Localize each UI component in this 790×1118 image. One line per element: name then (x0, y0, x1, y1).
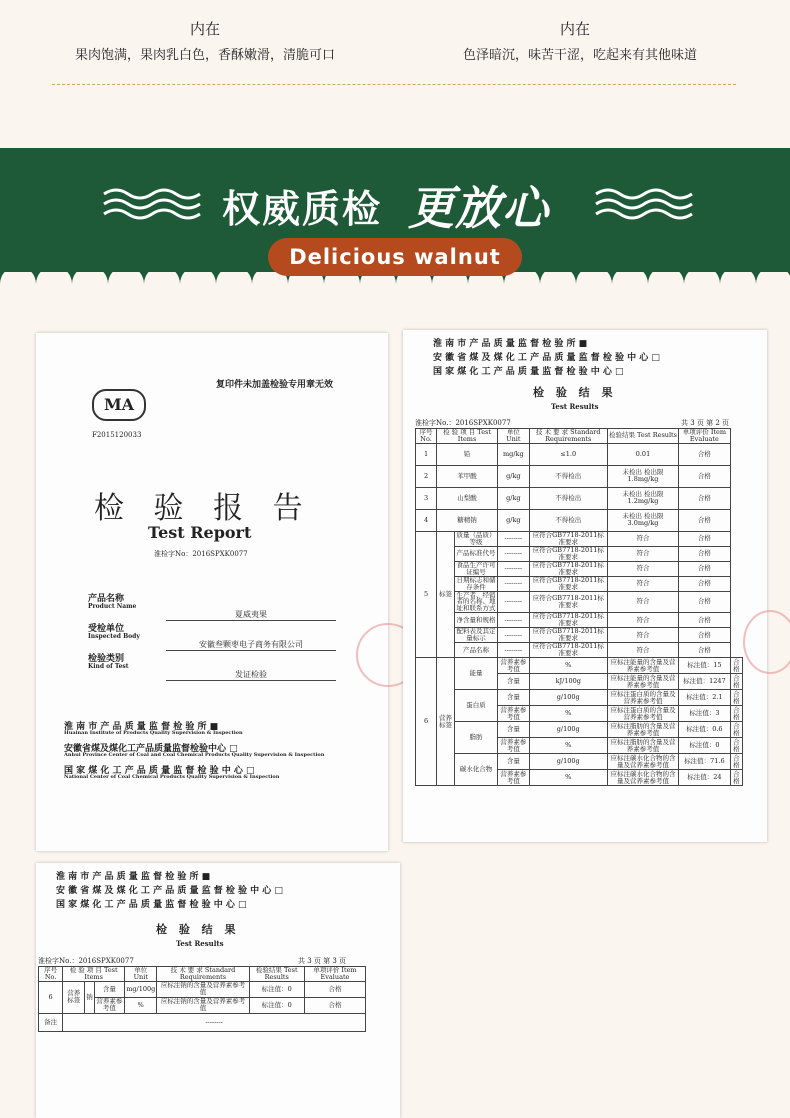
table-cell: 糖精钠 (437, 509, 498, 531)
table-cell: 0.01 (607, 443, 678, 465)
table-cell: 合格 (730, 690, 742, 706)
table-cell: 3 (416, 487, 437, 509)
table-cell: 应符合GB7718-2011标准要求 (529, 576, 607, 591)
table-cell: 合格 (679, 643, 731, 658)
table-cell: % (125, 997, 157, 1013)
field-label-en: Kind of Test (88, 663, 129, 670)
table-cell: % (529, 738, 607, 754)
institute-name-en: National Center of Coal Chemical Products Quality Supervision & Inspection (64, 774, 280, 780)
table-cell: % (529, 770, 607, 786)
table-cell: 合格 (730, 738, 742, 754)
table-cell: 应标注脂肪的含量及营养素参考值 (607, 738, 678, 754)
table-cell: 合格 (730, 770, 742, 786)
banner-title-plain: 权威质检 (222, 187, 383, 231)
table-cell: 应符合GB7718-2011标准要求 (529, 591, 607, 612)
table-cell: g/100g (529, 690, 607, 706)
copy-notice: 复印件未加盖检验专用章无效 (216, 380, 334, 390)
header-line: 安 徽 省 煤 及 煤 化 工 产 品 质 量 监 督 检 验 中 心 □ (56, 886, 283, 896)
header-line: 国 家 煤 化 工 产 品 质 量 监 督 检 验 中 心 □ (433, 367, 624, 377)
table-cell: % (529, 706, 607, 722)
table-cell: 钠 (85, 981, 95, 1013)
field-label-en: Product Name (88, 603, 137, 610)
institute-name-cn: 国 家 煤 化 工 产 品 质 量 监 督 检 验 中 心 □ (64, 766, 255, 776)
field-label-cn: 检验类别 (88, 654, 125, 664)
table-cell: 食品生产许可证编号 (456, 560, 496, 576)
table-cell: 检验结果 Test Results (249, 967, 304, 982)
table-cell: ≤1.0 (529, 443, 607, 465)
table-cell: 标注值：1247 (679, 674, 731, 690)
table-cell: 合格 (679, 561, 731, 576)
table-cell: g/100g (529, 754, 607, 770)
table-cell: -------- (498, 531, 530, 546)
table-cell: 合格 (679, 443, 731, 465)
table-cell: 未检出 检出限1.8mg/kg (607, 465, 678, 487)
table-cell: 产品名称 (455, 643, 498, 658)
table-cell: % (529, 658, 607, 674)
table-cell: 5 (416, 531, 437, 657)
table-row (416, 613, 743, 628)
table-cell: 能量 (455, 658, 498, 690)
table-cell: 未检出 检出限3.0mg/kg (607, 509, 678, 531)
table-cell: -------- (498, 576, 530, 591)
table-cell: 含量 (498, 722, 530, 738)
table-row (416, 487, 743, 509)
table-cell: 标注值：0 (249, 997, 304, 1013)
table-cell: 标签 (437, 531, 455, 657)
table-cell: 标注值：71.6 (679, 754, 731, 770)
table-cell: 应符合GB7718-2011标准要求 (529, 546, 607, 561)
table-row (416, 576, 743, 591)
table-row (39, 981, 366, 997)
table-cell: 6 (39, 981, 63, 1013)
table-cell: 营养素参考值 (498, 658, 530, 674)
table-cell: -------- (498, 561, 530, 576)
results-page-2 (403, 330, 767, 842)
table-cell: 净含量和规格 (455, 613, 498, 628)
table-cell: 质量（品质）等级 (456, 530, 496, 546)
wave-right-icon (592, 186, 700, 222)
table-cell: 合格 (679, 628, 731, 643)
header-line: 淮 南 市 产 品 质 量 监 督 检 验 所 ■ (56, 872, 211, 882)
table-cell: 不得检出 (529, 509, 607, 531)
table-cell: 符合 (607, 546, 678, 561)
field-label-en: Inspected Body (88, 633, 140, 640)
table-row (416, 722, 743, 738)
table-row (416, 546, 743, 561)
p3-title-cn: 检 验 结 果 (156, 923, 240, 936)
table-cell: 应符合GB7718-2011标准要求 (529, 643, 607, 658)
table-cell: 单项评价 Item Evaluate (679, 429, 731, 444)
table-cell: 符合 (607, 613, 678, 628)
table-row (416, 591, 743, 612)
table-cell: 未检出 检出限1.2mg/kg (607, 487, 678, 509)
table-cell: 配料表及其定量标示 (456, 627, 496, 643)
table-row (416, 643, 743, 658)
table-cell: 合格 (304, 997, 365, 1013)
wave-left-icon (100, 186, 208, 222)
remark-row (39, 1013, 366, 1031)
table-cell: g/kg (498, 487, 530, 509)
table-cell: 标注值：24 (679, 770, 731, 786)
table-cell: 营养素参考值 (498, 770, 530, 786)
table-cell: 营养标签 (437, 658, 455, 786)
institute-name-en: Anhui Province Center of Coal and Coal Chemical Products Quality Supervision & Inspection (64, 752, 325, 758)
table-cell: g/100g (529, 722, 607, 738)
table-cell: 标注值：3 (679, 706, 731, 722)
table-cell: 合格 (679, 576, 731, 591)
cert-number: F2015120033 (92, 431, 142, 439)
table-cell: -------- (498, 591, 530, 612)
table-cell: 标注值：15 (679, 658, 731, 674)
header-line: 安 徽 省 煤 及 煤 化 工 产 品 质 量 监 督 检 验 中 心 □ (433, 353, 660, 363)
report-number: 淮检字No：2016SPXK0077 (154, 550, 248, 558)
p2-page: 共 3 页 第 2 页 (681, 419, 730, 427)
table-cell: -------- (498, 613, 530, 628)
table-cell: 应符合GB7718-2011标准要求 (529, 613, 607, 628)
table-row (416, 628, 743, 643)
report-title-en: Test Report (148, 523, 252, 542)
table-cell: 符合 (607, 576, 678, 591)
field-label-cn: 产品名称 (88, 594, 125, 604)
table-cell: 含量 (498, 690, 530, 706)
banner-pill: Delicious walnut (268, 238, 522, 276)
table-cell: 生产者、经销者的名称、地址和联系方式 (456, 590, 496, 613)
table-cell: 检 验 项 目 Test Items (437, 429, 498, 444)
table-cell: 合格 (679, 509, 731, 531)
table-cell: 6 (416, 658, 437, 786)
field-value: 安徽叁颗枣电子商务有限公司 (166, 639, 336, 651)
table-cell: -------- (498, 643, 530, 658)
table-cell: 单项评价 Item Evaluate (304, 967, 365, 982)
table-cell: 技 术 要 求 Standard Requirements (529, 429, 607, 444)
results-table-3 (38, 966, 366, 1032)
table-cell: 备注 (39, 1013, 63, 1031)
table-cell: mg/kg (498, 443, 530, 465)
table-row (416, 658, 743, 674)
table-cell: 应标注脂肪的含量及营养素参考值 (607, 722, 678, 738)
table-cell: 脂肪 (455, 722, 498, 754)
p3-number: 淮检字No.：2016SPXK0077 (38, 957, 134, 965)
table-cell: 合格 (730, 706, 742, 722)
institute-name-en: Huainan Institute of Products Quality Supervision & Inspection (64, 730, 243, 736)
right-description: 色泽暗沉，味苦干涩，吃起来有其他味道 (462, 48, 697, 63)
table-cell: 合格 (730, 754, 742, 770)
table-cell: 序号 No. (416, 429, 437, 444)
table-cell: -------- (498, 628, 530, 643)
table-cell: 合格 (679, 531, 731, 546)
p2-number: 淮检字No.：2016SPXK0077 (415, 419, 511, 427)
results-page-3 (36, 863, 400, 1118)
table-cell: 应符合GB7718-2011标准要求 (529, 531, 607, 546)
header-line: 国 家 煤 化 工 产 品 质 量 监 督 检 验 中 心 □ (56, 900, 247, 910)
table-row (416, 443, 743, 465)
table-cell: -------- (63, 1013, 366, 1031)
table-cell: 检验结果 Test Results (607, 429, 678, 444)
table-row (416, 754, 743, 770)
scallop-edge (0, 272, 790, 304)
table-cell: 含量 (94, 981, 124, 997)
report-cover (36, 333, 388, 851)
table-cell: 日期标志和储存条件 (456, 575, 496, 591)
header-line: 淮 南 市 产 品 质 量 监 督 检 验 所 ■ (433, 339, 588, 349)
table-cell: mg/100g (125, 981, 157, 997)
table-cell: 单位 Unit (498, 429, 530, 444)
left-description: 果肉饱满，果肉乳白色，香酥嫩滑，清脆可口 (74, 48, 335, 63)
table-cell: 应标注碳水化合物的含量及营养素参考值 (607, 770, 678, 786)
table-cell: 单位 Unit (125, 967, 157, 982)
p2-title-en: Test Results (551, 402, 599, 411)
results-table (415, 428, 743, 786)
table-cell: 碳水化合物 (455, 754, 498, 786)
table-cell: 4 (416, 509, 437, 531)
institute-name-cn: 安徽省煤及煤化工产品质量监督检验中心 □ (64, 744, 238, 754)
field-label-cn: 受检单位 (88, 624, 125, 634)
table-cell: 合格 (730, 722, 742, 738)
table-cell: 应符合GB7718-2011标准要求 (529, 628, 607, 643)
table-cell: 苯甲酸 (437, 465, 498, 487)
table-cell: 合格 (304, 981, 365, 997)
table-cell: 合格 (679, 465, 731, 487)
table-cell: 山梨酸 (437, 487, 498, 509)
table-cell: g/kg (498, 465, 530, 487)
table-cell: 应符合GB7718-2011标准要求 (529, 561, 607, 576)
table-cell: 合格 (730, 658, 742, 674)
table-cell: 含量 (498, 674, 530, 690)
table-cell: 标注值：0 (679, 738, 731, 754)
table-row (416, 690, 743, 706)
left-heading: 内在 (189, 20, 220, 38)
field-value: 发证检验 (166, 669, 336, 681)
table-cell: 应标注钠的含量及营养素参考值 (157, 997, 249, 1013)
table-cell: 合格 (679, 591, 731, 612)
table-cell: 符合 (607, 628, 678, 643)
table-cell: 应标注碳水化合物的含量及营养素参考值 (607, 754, 678, 770)
table-cell: 产品标准代号 (455, 546, 498, 561)
table-cell: 应标注钠的含量及营养素参考值 (157, 981, 249, 997)
table-cell: g/kg (498, 509, 530, 531)
field-value: 夏威夷果 (166, 609, 336, 621)
table-cell: 蛋白质 (455, 690, 498, 722)
table-cell: 应标注能量的含量及营养素参考值 (607, 674, 678, 690)
table-cell: 铅 (437, 443, 498, 465)
table-cell: 营养素参考值 (94, 997, 124, 1013)
p2-title-cn: 检 验 结 果 (533, 386, 617, 399)
table-row (416, 561, 743, 576)
p3-title-en: Test Results (176, 939, 224, 948)
table-cell: 不得检出 (529, 465, 607, 487)
table-cell: 符合 (607, 561, 678, 576)
table-cell: 检 验 项 目 Test Items (63, 967, 125, 982)
table-cell: 合格 (730, 674, 742, 690)
table-cell: 营养素参考值 (498, 706, 530, 722)
table-cell: 应标注能量的含量及营养素参考值 (607, 658, 678, 674)
table-cell: 标注值：0 (249, 981, 304, 997)
table-cell: 应标注蛋白质的含量及营养素参考值 (607, 690, 678, 706)
table-header-row (416, 429, 743, 444)
table-cell: 符合 (607, 591, 678, 612)
table-cell: 标注值：0.6 (679, 722, 731, 738)
seal-stamp-2 (743, 610, 790, 674)
table-cell: 1 (416, 443, 437, 465)
table-cell: 不得检出 (529, 487, 607, 509)
report-title-cn: 检 验 报 告 (94, 491, 313, 526)
table-cell: 合格 (679, 546, 731, 561)
table-row (416, 465, 743, 487)
banner-title-bold: 更放心 (408, 181, 549, 235)
table-row (416, 509, 743, 531)
table-cell: -------- (498, 546, 530, 561)
table-cell: 标注值：2.1 (679, 690, 731, 706)
table-cell: 符合 (607, 531, 678, 546)
table-cell: 营养素参考值 (498, 738, 530, 754)
table-cell: 应标注蛋白质的含量及营养素参考值 (607, 706, 678, 722)
table-cell: 合格 (679, 487, 731, 509)
cma-logo: MA (92, 389, 146, 421)
table-cell: 合格 (679, 613, 731, 628)
table-cell: 符合 (607, 643, 678, 658)
table-cell: 含量 (498, 754, 530, 770)
table-cell: kJ/100g (529, 674, 607, 690)
table-cell: 序号 No. (39, 967, 63, 982)
table-cell: 营养标签 (63, 981, 85, 1013)
table-cell: 技 术 要 求 Standard Requirements (157, 967, 249, 982)
institute-name-cn: 淮 南 市 产 品 质 量 监 督 检 验 所 ■ (64, 722, 219, 732)
table-cell: 2 (416, 465, 437, 487)
dashed-divider (52, 84, 736, 85)
table-row (416, 531, 743, 546)
right-heading: 内在 (559, 20, 590, 38)
p3-page: 共 3 页 第 3 页 (298, 957, 347, 965)
table-header-row (39, 967, 366, 982)
